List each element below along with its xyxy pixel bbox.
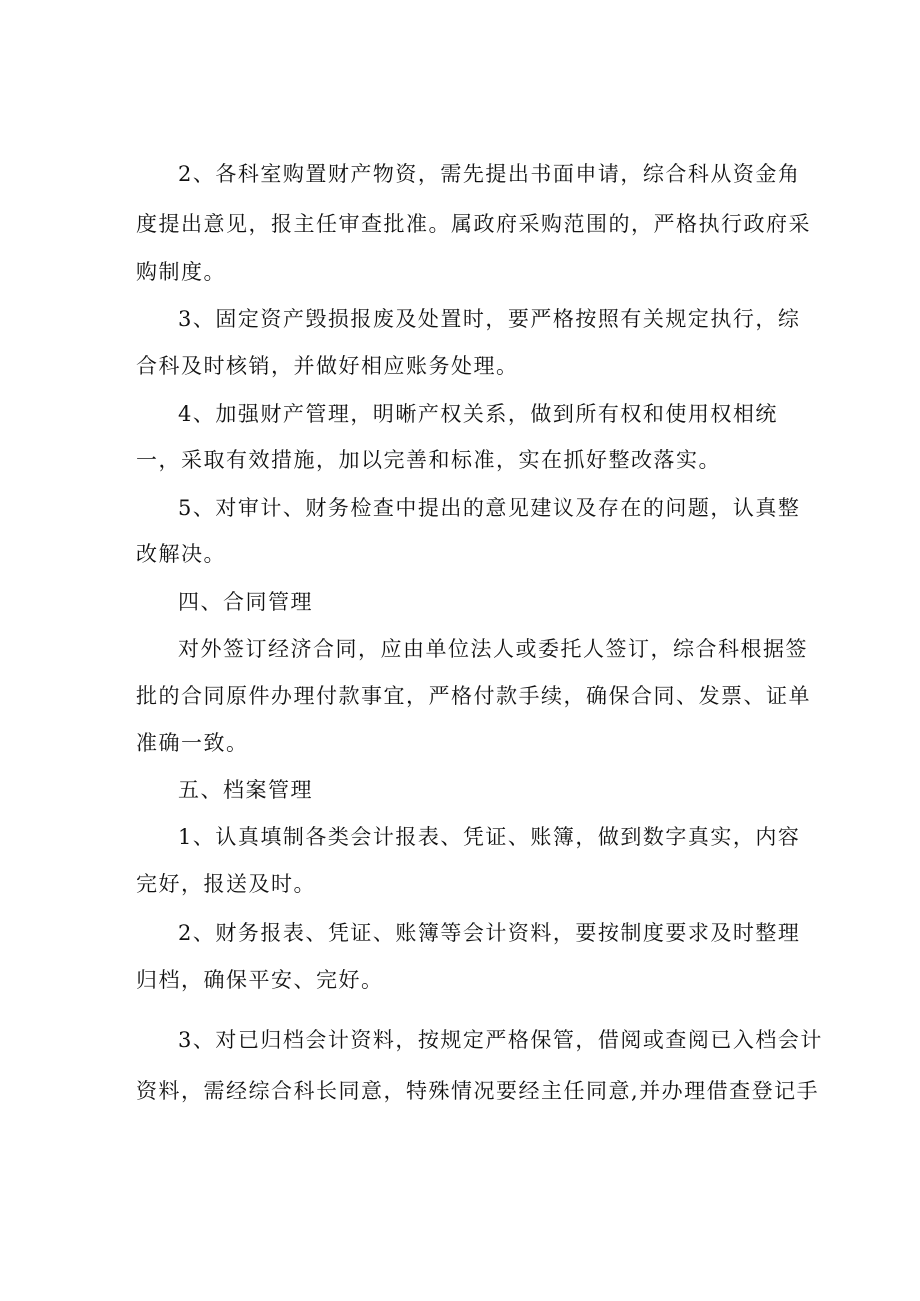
paragraph-line: 5、对审计、财务检查中提出的意见建议及存在的问题，认真整	[178, 496, 801, 520]
paragraph-line: 1、认真填制各类会计报表、凭证、账簿，做到数字真实，内容	[178, 825, 801, 849]
paragraph-line: 3、固定资产毁损报废及处置时，要严格按照有关规定执行，综	[178, 307, 801, 331]
paragraph-line: 一，采取有效措施，加以完善和标准，实在抓好整改落实。	[136, 448, 721, 472]
paragraph-line: 度提出意见，报主任审查批准。属政府采购范围的，严格执行政府采	[136, 212, 811, 236]
section-heading: 四、合同管理	[178, 590, 313, 614]
section-heading: 五、档案管理	[178, 778, 313, 802]
paragraph-line: 2、各科室购置财产物资，需先提出书面申请，综合科从资金角	[178, 162, 801, 186]
paragraph-line: 批的合同原件办理付款事宜，严格付款手续，确保合同、发票、证单	[136, 684, 811, 708]
paragraph-line: 2、财务报表、凭证、账簿等会计资料，要按制度要求及时整理	[178, 921, 801, 945]
paragraph-line: 购制度。	[136, 260, 226, 284]
paragraph-line: 合科及时核销，并做好相应账务处理。	[136, 354, 519, 378]
paragraph-line: 3、对已归档会计资料，按规定严格保管，借阅或查阅已入档会计	[178, 1028, 823, 1052]
paragraph-line: 改解决。	[136, 542, 226, 566]
paragraph-line: 归档，确保平安、完好。	[136, 968, 384, 992]
paragraph-line: 资料，需经综合科长同意，特殊情况要经主任同意,并办理借查登记手	[136, 1079, 820, 1103]
paragraph-line: 完好，报送及时。	[136, 872, 316, 896]
paragraph-line: 对外签订经济合同，应由单位法人或委托人签订，综合科根据签	[178, 637, 808, 661]
paragraph-line: 准确一致。	[136, 731, 249, 755]
paragraph-line: 4、加强财产管理，明晰产权关系，做到所有权和使用权相统	[178, 402, 778, 426]
